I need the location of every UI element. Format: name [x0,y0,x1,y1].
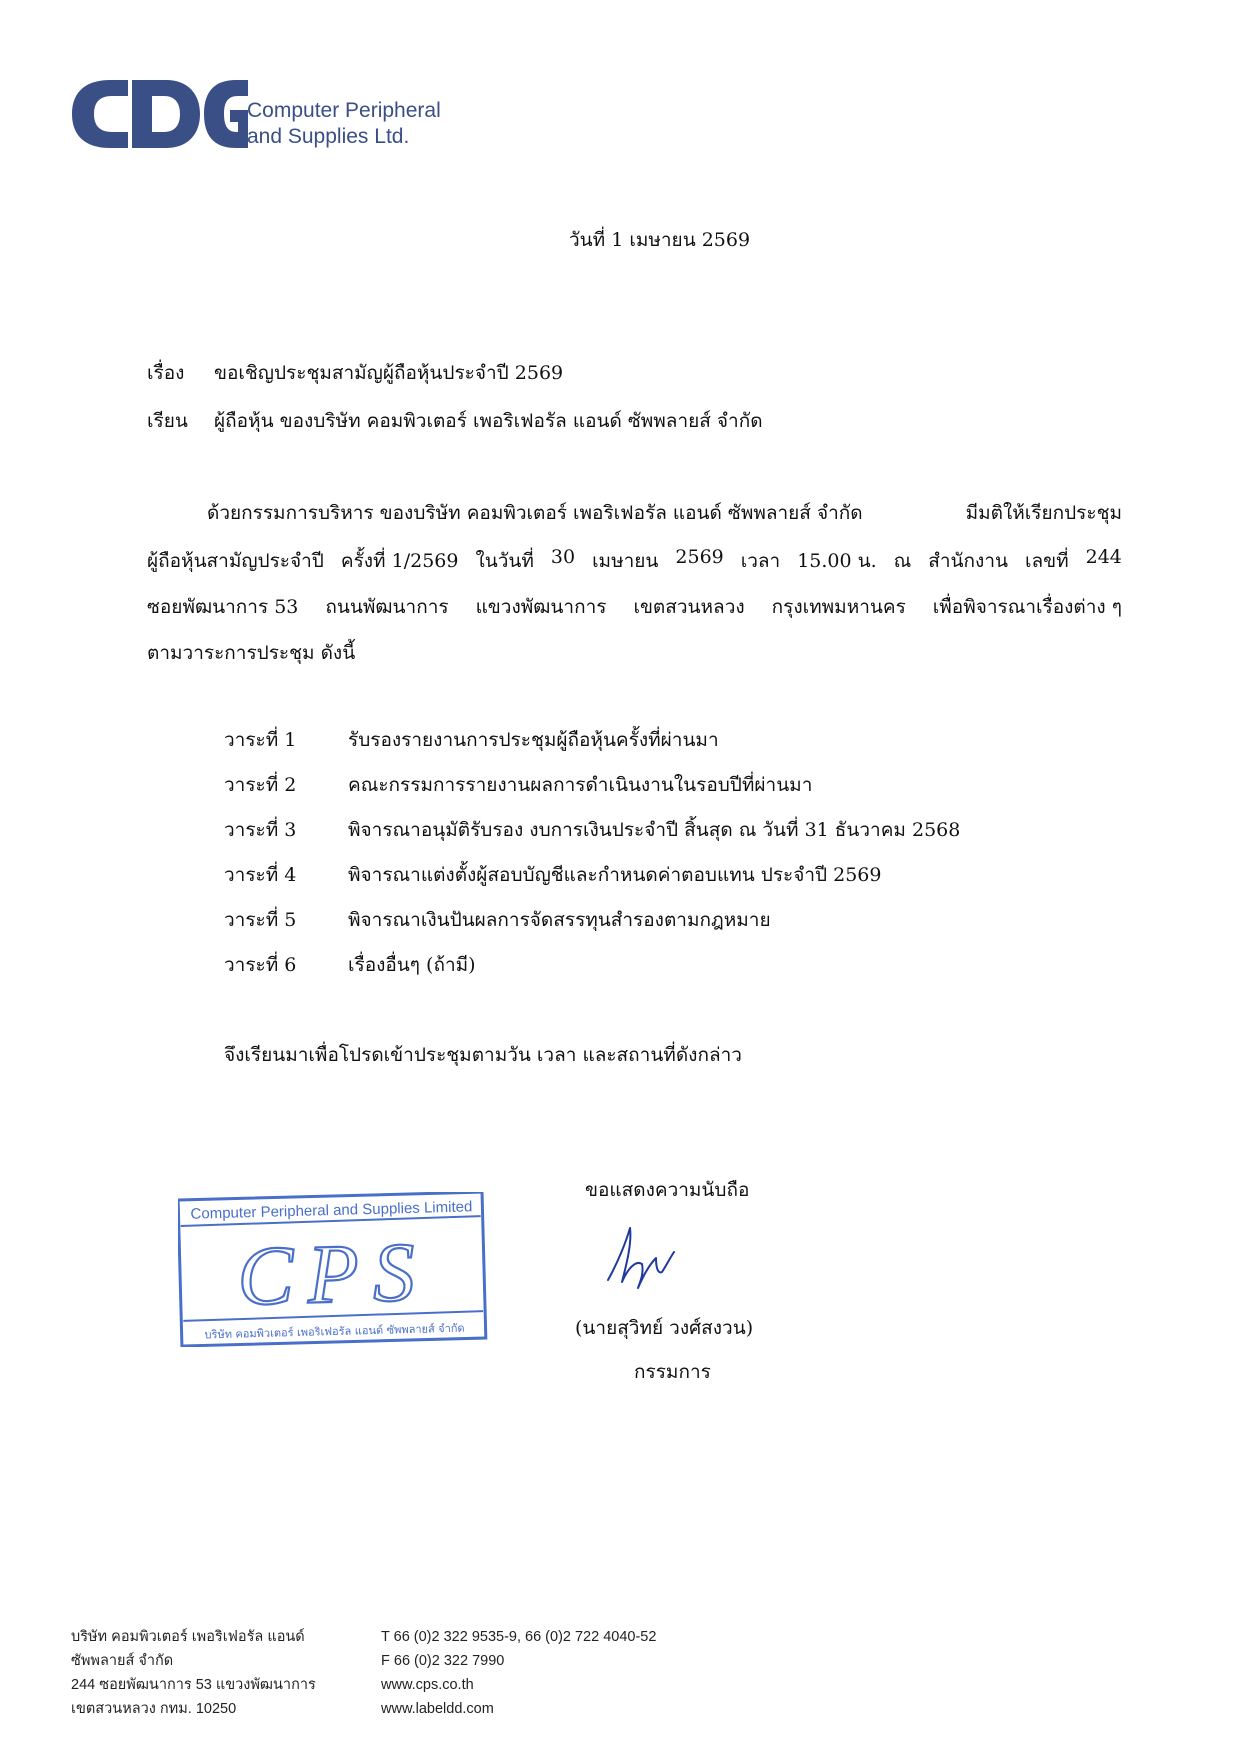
subject-text: ขอเชิญประชุมสามัญผู้ถือหุ้นประจำปี 2569 [214,362,564,384]
footer-address-line: บริษัท คอมพิวเตอร์ เพอริเฟอรัล แอนด์ [71,1629,305,1645]
body-text: ในวันที่ [475,550,534,572]
company-line-1: Computer Peripheral [247,99,441,122]
subject-label: เรื่อง [147,362,185,384]
agenda-item: พิจารณาอนุมัติรับรอง งบการเงินประจำปี สิ้นสุด ณ วันที่ 31 ธันวาคม 2568 [348,819,961,841]
cdg-logo [70,78,250,150]
footer-address-line: ซัพพลายส์ จำกัด [71,1653,174,1669]
salutation-label: เรียน [147,410,188,432]
body-text: 244 [1085,546,1122,568]
agenda-number: วาระที่ 1 [224,729,297,751]
body-text: กรุงเทพมหานคร [771,596,906,618]
agenda-item: พิจารณาแต่งตั้งผู้สอบบัญชีและกำหนดค่าตอบแทน ประจำปี 2569 [348,864,882,886]
body-text: เลขที่ [1024,550,1069,572]
handwritten-signature [600,1222,680,1294]
signer-position: กรรมการ [634,1361,711,1383]
body-text: ผู้ถือหุ้นสามัญประจำปี [147,550,324,572]
body-text: สำนักงาน [928,550,1008,572]
body-text: ครั้งที่ 1/2569 [340,550,459,572]
body-text: แขวงพัฒนาการ [475,596,607,618]
stamp-bottom-text: บริษัท คอมพิวเตอร์ เพอริเฟอรัล แอนด์ ซัพพลายส์ จำกัด [204,1321,465,1342]
agenda-item: เรื่องอื่นๆ (ถ้ามี) [348,954,476,976]
agenda-number: วาระที่ 2 [224,774,297,796]
body-line-3 [147,592,1122,622]
body-text: ตามวาระการประชุม ดังนี้ [147,642,356,664]
body-line-2 [147,546,1122,576]
stamp-top-text: Computer Peripheral and Supplies Limited [190,1198,473,1223]
closing-line: จึงเรียนมาเพื่อโปรดเข้าประชุมตามวัน เวลา และสถานที่ดังกล่าว [224,1044,742,1066]
body-text: ถนนพัฒนาการ [325,596,449,618]
agenda-item: รับรองรายงานการประชุมผู้ถือหุ้นครั้งที่ผ่านมา [348,729,719,751]
agenda-number: วาระที่ 5 [224,909,297,931]
stamp-big-text: CPS [236,1225,430,1324]
agenda-number: วาระที่ 6 [224,954,297,976]
footer-address-line: เขตสวนหลวง กทม. 10250 [71,1701,237,1717]
body-text: เพื่อพิจารณาเรื่องต่าง ๆ [932,596,1122,618]
agenda-number: วาระที่ 3 [224,819,297,841]
agenda-number: วาระที่ 4 [224,864,297,886]
body-text: ซอยพัฒนาการ 53 [147,596,299,618]
body-text: ด้วยกรรมการบริหาร ของบริษัท คอมพิวเตอร์ เพอริเฟอรัล แอนด์ ซัพพลายส์ จำกัด [207,502,863,524]
salutation-text: ผู้ถือหุ้น ของบริษัท คอมพิวเตอร์ เพอริเฟอรัล แอนด์ ซัพพลายส์ จำกัด [214,410,763,432]
footer-address-line: 244 ซอยพัฒนาการ 53 แขวงพัฒนาการ [71,1677,316,1693]
body-text: มีมติให้เรียกประชุม [965,502,1122,524]
footer-contact [381,1625,656,1721]
company-name-en [247,98,441,150]
body-text: ณ [893,550,912,572]
body-text: 30 [550,546,576,568]
company-stamp [178,1192,488,1347]
body-line-4 [147,638,1122,668]
footer-website-link[interactable]: www.cps.co.th [381,1677,474,1693]
body-text: เมษายน [592,550,659,572]
footer-fax: F 66 (0)2 322 7990 [381,1653,505,1669]
body-text: เวลา [740,550,781,572]
body-text: เขตสวนหลวง [633,596,745,618]
footer-phone: T 66 (0)2 322 9535-9, 66 (0)2 722 4040-52 [381,1629,657,1645]
body-text: 2569 [675,546,724,568]
letter-date: วันที่ 1 เมษายน 2569 [569,229,751,251]
body-text: 15.00 น. [797,550,877,572]
regards-line: ขอแสดงความนับถือ [585,1179,750,1201]
signer-name: (นายสุวิทย์ วงศ์สงวน) [575,1317,754,1339]
agenda-item: พิจารณาเงินปันผลการจัดสรรทุนสำรองตามกฎหมาย [348,909,771,931]
company-line-2: and Supplies Ltd. [247,125,410,148]
footer-website-link[interactable]: www.labeldd.com [381,1701,494,1717]
agenda-item: คณะกรรมการรายงานผลการดำเนินงานในรอบปีที่ผ่านมา [348,774,813,796]
body-line-1 [207,498,1122,528]
footer-address [71,1625,316,1721]
